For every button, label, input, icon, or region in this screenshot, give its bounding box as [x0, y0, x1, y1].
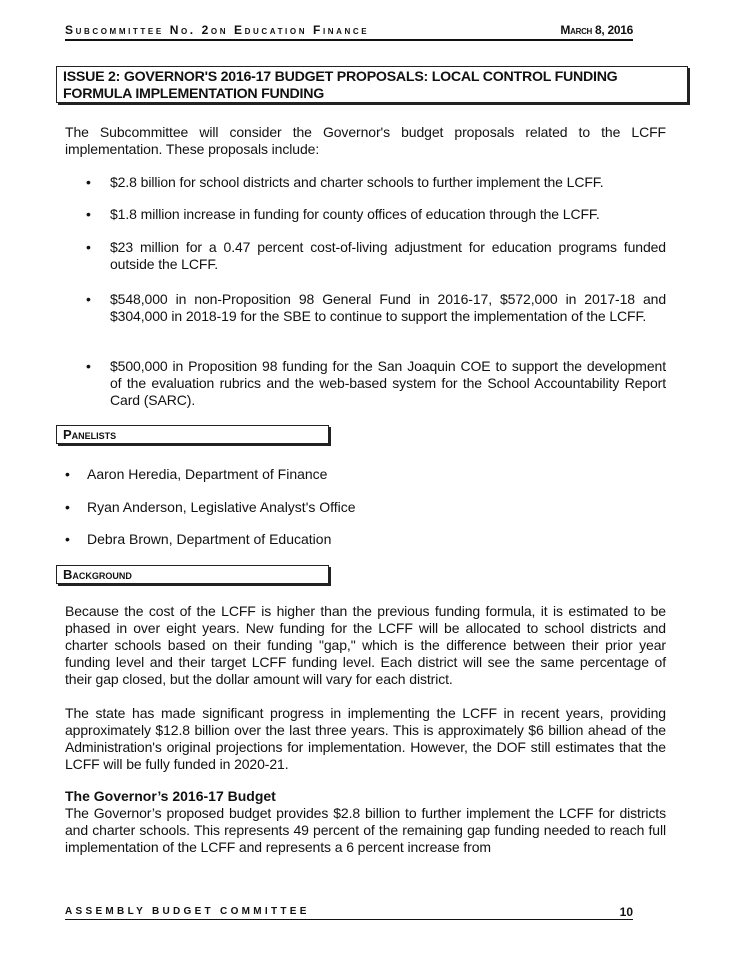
panelists-heading: Panelists — [56, 425, 329, 444]
proposal-item — [86, 174, 666, 191]
panelist-list — [65, 531, 465, 548]
proposal-list — [86, 239, 666, 273]
proposal-item — [86, 206, 666, 223]
governor-budget-paragraph: The Governor’s proposed budget provides $2.8 billion to further implement the LCFF for districts and charter schools. This represents 49 percent of the remaining gap funding needed to reach full implementation of the LCFF and represents a 6 percent increase from — [65, 805, 666, 855]
bullet-icon: • — [86, 358, 91, 374]
background-paragraph: Because the cost of the LCFF is higher than the previous funding formula, it is estimated to be phased in over eight years. New funding for the LCFF will be allocated to school districts and charter schools based on their funding "gap," which is the difference between their prior year funding level and their target LCFF funding level. Each district will see the same percentage of their gap closed, but the dollar amount will vary for each district. — [65, 603, 666, 687]
proposal-list — [86, 206, 666, 223]
panelist-name: Ryan Anderson, Legislative Analyst's Office — [87, 499, 356, 515]
panelist-item — [65, 531, 465, 548]
proposal-text: $500,000 in Proposition 98 funding for the San Joaquin COE to support the development of the evaluation rubrics and the web-based system for the School Accountability Report Card (SARC). — [110, 358, 666, 408]
proposal-item — [86, 239, 666, 273]
bullet-icon: • — [86, 239, 91, 255]
committee-name: Subcommittee No. 2on Education Finance — [65, 23, 370, 37]
bullet-icon: • — [86, 291, 91, 307]
governor-budget-heading: The Governor’s 2016-17 Budget — [65, 788, 276, 804]
bullet-icon: • — [86, 174, 91, 190]
intro-paragraph: The Subcommittee will consider the Governor's budget proposals related to the LCFF implementation. These proposals include: — [65, 124, 666, 157]
background-paragraph: The state has made significant progress in implementing the LCFF in recent years, providing approximately $12.8 billion over the last three years. This is approximately $6 billion ahead of the Administration's original projections for implementation. However, the DOF still estimates that the LCFF will be fully funded in 2020-21. — [65, 705, 666, 772]
background-heading: Background — [56, 565, 329, 584]
issue-title: ISSUE 2: GOVERNOR'S 2016-17 BUDGET PROPOSALS: LOCAL CONTROL FUNDING FORMULA IMPLEMENTATION FUNDING — [56, 66, 688, 103]
panelist-item — [65, 466, 465, 483]
proposal-list — [86, 358, 666, 409]
panelist-list — [65, 499, 465, 516]
proposal-item — [86, 291, 666, 325]
proposal-item — [86, 358, 666, 409]
bullet-icon: • — [65, 499, 70, 515]
proposal-text: $548,000 in non-Proposition 98 General Fund in 2016-17, $572,000 in 2017-18 and $304,000 in 2018-19 for the SBE to continue to support the implementation of the LCFF. — [110, 291, 666, 324]
bullet-icon: • — [65, 531, 70, 547]
proposal-list — [86, 174, 666, 191]
bullet-icon: • — [86, 206, 91, 222]
page-footer — [65, 905, 633, 920]
page-header — [65, 22, 633, 41]
proposal-text: $1.8 million increase in funding for county offices of education through the LCFF. — [110, 206, 600, 222]
panelist-item — [65, 499, 465, 516]
hearing-date: March 8, 2016 — [560, 23, 633, 37]
footer-committee: ASSEMBLY BUDGET COMMITTEE — [65, 906, 310, 917]
bullet-icon: • — [65, 466, 70, 482]
proposal-text: $2.8 billion for school districts and charter schools to further implement the LCFF. — [110, 174, 604, 190]
proposal-text: $23 million for a 0.47 percent cost-of-living adjustment for education programs funded outside the LCFF. — [110, 239, 666, 272]
proposal-list — [86, 291, 666, 325]
panelist-name: Aaron Heredia, Department of Finance — [87, 466, 328, 482]
panelist-list — [65, 466, 465, 483]
page-number: 10 — [619, 905, 633, 919]
panelist-name: Debra Brown, Department of Education — [87, 531, 332, 547]
